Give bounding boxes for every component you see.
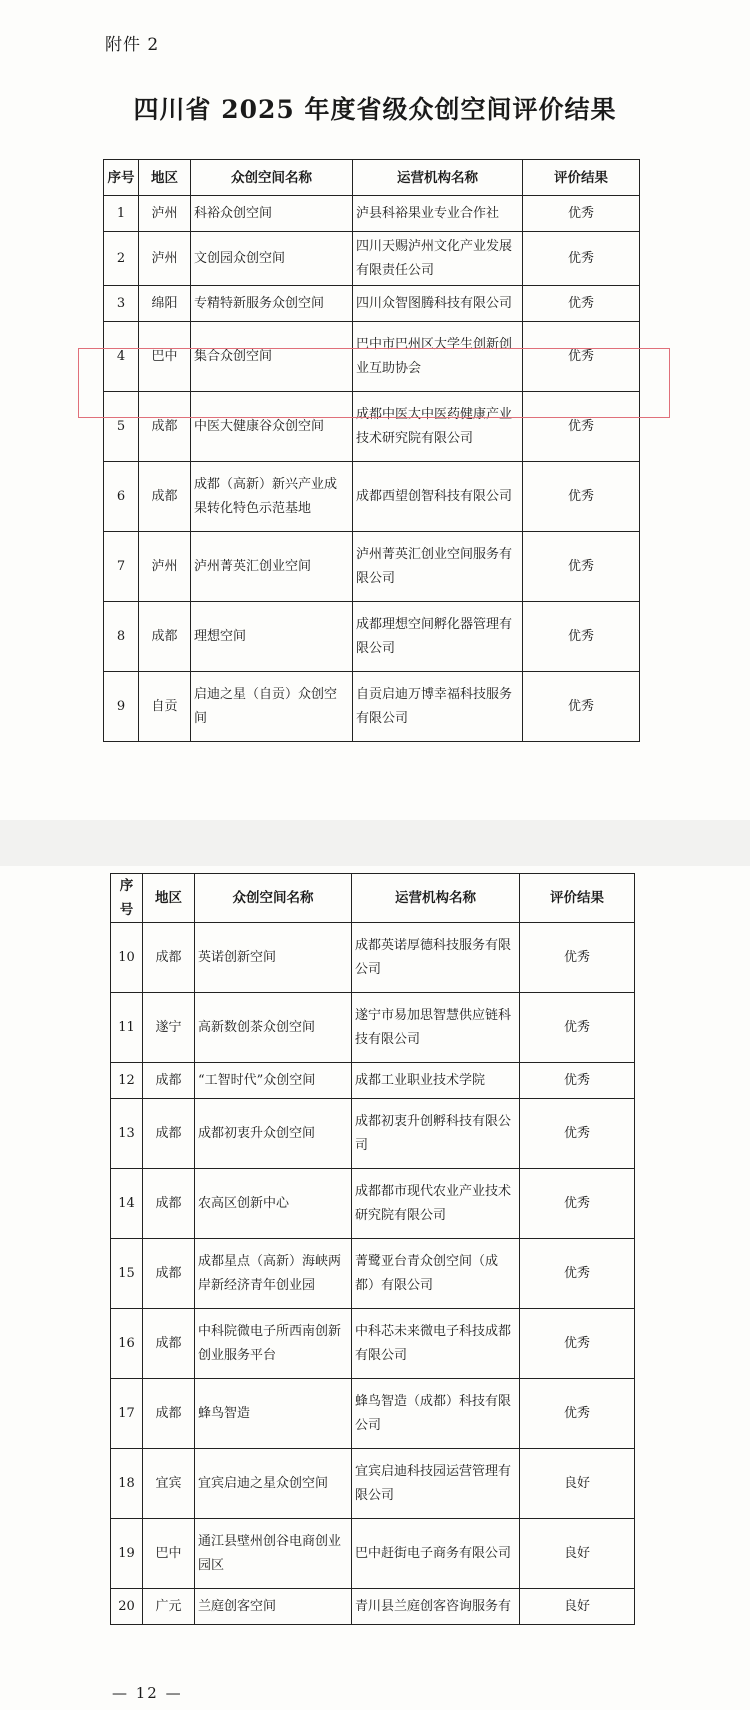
attachment-label: 附件 2 bbox=[105, 35, 160, 55]
row-operator-cell: 成都西望创智科技有限公司 bbox=[353, 462, 523, 532]
row-seq-cell: 15 bbox=[111, 1239, 143, 1309]
header-result: 评价结果 bbox=[523, 160, 640, 196]
row-operator-cell: 成都工业职业技术学院 bbox=[352, 1063, 520, 1099]
row-seq-cell: 20 bbox=[111, 1589, 143, 1625]
header-operator: 运营机构名称 bbox=[353, 160, 523, 196]
row-seq-cell: 19 bbox=[111, 1519, 143, 1589]
row-space-name-cell: 泸州菁英汇创业空间 bbox=[191, 532, 353, 602]
row-region-cell: 广元 bbox=[143, 1589, 195, 1625]
row-operator-cell: 菁鹭亚台青众创空间（成都）有限公司 bbox=[352, 1239, 520, 1309]
row-result-cell: 优秀 bbox=[520, 1239, 635, 1309]
row-region-cell: 成都 bbox=[143, 1099, 195, 1169]
row-result-cell: 优秀 bbox=[523, 232, 640, 286]
row-seq-cell: 6 bbox=[104, 462, 139, 532]
header-space-name: 众创空间名称 bbox=[195, 874, 352, 923]
row-seq-cell: 9 bbox=[104, 672, 139, 742]
row-result-cell: 优秀 bbox=[520, 923, 635, 993]
row-operator-cell: 遂宁市易加思智慧供应链科技有限公司 bbox=[352, 993, 520, 1063]
table-row bbox=[111, 1063, 635, 1099]
row-seq-cell: 1 bbox=[104, 196, 139, 232]
row-operator-cell: 青川县兰庭创客咨询服务有 bbox=[352, 1589, 520, 1625]
header-operator: 运营机构名称 bbox=[352, 874, 520, 923]
row-region-cell: 成都 bbox=[143, 923, 195, 993]
table-row bbox=[104, 532, 640, 602]
table-row bbox=[104, 232, 640, 286]
row-result-cell: 优秀 bbox=[520, 1169, 635, 1239]
row-operator-cell: 中科芯未来微电子科技成都有限公司 bbox=[352, 1309, 520, 1379]
row-space-name-cell: 宜宾启迪之星众创空间 bbox=[195, 1449, 352, 1519]
row-region-cell: 遂宁 bbox=[143, 993, 195, 1063]
table-row bbox=[111, 1099, 635, 1169]
row-result-cell: 良好 bbox=[520, 1449, 635, 1519]
row-seq-cell: 16 bbox=[111, 1309, 143, 1379]
header-result: 评价结果 bbox=[520, 874, 635, 923]
table-row bbox=[104, 462, 640, 532]
row-result-cell: 优秀 bbox=[520, 1379, 635, 1449]
row-result-cell: 优秀 bbox=[523, 322, 640, 392]
row-result-cell: 优秀 bbox=[520, 993, 635, 1063]
row-operator-cell: 宜宾启迪科技园运营管理有限公司 bbox=[352, 1449, 520, 1519]
row-operator-cell: 四川天赐泸州文化产业发展有限责任公司 bbox=[353, 232, 523, 286]
row-region-cell: 巴中 bbox=[139, 322, 191, 392]
row-seq-cell: 18 bbox=[111, 1449, 143, 1519]
row-operator-cell: 自贡启迪万博幸福科技服务有限公司 bbox=[353, 672, 523, 742]
row-operator-cell: 成都中医大中医药健康产业技术研究院有限公司 bbox=[353, 392, 523, 462]
table-header-row bbox=[111, 874, 635, 923]
row-space-name-cell: 蜂鸟智造 bbox=[195, 1379, 352, 1449]
row-operator-cell: 泸县科裕果业专业合作社 bbox=[353, 196, 523, 232]
row-region-cell: 成都 bbox=[139, 392, 191, 462]
row-result-cell: 优秀 bbox=[523, 462, 640, 532]
row-seq-cell: 2 bbox=[104, 232, 139, 286]
row-result-cell: 优秀 bbox=[523, 672, 640, 742]
row-space-name-cell: 启迪之星（自贡）众创空间 bbox=[191, 672, 353, 742]
row-operator-cell: 巴中市巴州区大学生创新创业互助协会 bbox=[353, 322, 523, 392]
row-space-name-cell: 成都星点（高新）海峡两岸新经济青年创业园 bbox=[195, 1239, 352, 1309]
header-region: 地区 bbox=[139, 160, 191, 196]
row-seq-cell: 14 bbox=[111, 1169, 143, 1239]
table-row bbox=[111, 1309, 635, 1379]
row-region-cell: 成都 bbox=[139, 462, 191, 532]
row-space-name-cell: 通江县壁州创谷电商创业园区 bbox=[195, 1519, 352, 1589]
table-row bbox=[111, 1379, 635, 1449]
row-seq-cell: 8 bbox=[104, 602, 139, 672]
row-space-name-cell: 农高区创新中心 bbox=[195, 1169, 352, 1239]
row-space-name-cell: 理想空间 bbox=[191, 602, 353, 672]
row-seq-cell: 4 bbox=[104, 322, 139, 392]
table-row bbox=[104, 672, 640, 742]
row-region-cell: 成都 bbox=[143, 1169, 195, 1239]
row-seq-cell: 17 bbox=[111, 1379, 143, 1449]
row-operator-cell: 巴中赶街电子商务有限公司 bbox=[352, 1519, 520, 1589]
row-seq-cell: 5 bbox=[104, 392, 139, 462]
row-result-cell: 优秀 bbox=[523, 196, 640, 232]
row-seq-cell: 11 bbox=[111, 993, 143, 1063]
row-region-cell: 成都 bbox=[143, 1063, 195, 1099]
row-region-cell: 成都 bbox=[143, 1309, 195, 1379]
highlight-box-row-4 bbox=[78, 348, 670, 418]
row-result-cell: 优秀 bbox=[520, 1309, 635, 1379]
table-row bbox=[104, 602, 640, 672]
table-row bbox=[104, 196, 640, 232]
row-operator-cell: 四川众智图腾科技有限公司 bbox=[353, 286, 523, 322]
page-gap bbox=[0, 820, 750, 866]
row-region-cell: 泸州 bbox=[139, 196, 191, 232]
row-space-name-cell: 中科院微电子所西南创新创业服务平台 bbox=[195, 1309, 352, 1379]
row-space-name-cell: 文创园众创空间 bbox=[191, 232, 353, 286]
table-row bbox=[104, 286, 640, 322]
row-operator-cell: 成都理想空间孵化器管理有限公司 bbox=[353, 602, 523, 672]
row-region-cell: 泸州 bbox=[139, 532, 191, 602]
table-row bbox=[111, 923, 635, 993]
row-space-name-cell: 集合众创空间 bbox=[191, 322, 353, 392]
row-operator-cell: 泸州菁英汇创业空间服务有限公司 bbox=[353, 532, 523, 602]
row-region-cell: 成都 bbox=[143, 1379, 195, 1449]
row-region-cell: 自贡 bbox=[139, 672, 191, 742]
row-space-name-cell: 中医大健康谷众创空间 bbox=[191, 392, 353, 462]
row-region-cell: 成都 bbox=[143, 1239, 195, 1309]
table-row bbox=[111, 1519, 635, 1589]
table-row bbox=[111, 1589, 635, 1625]
header-seq: 序号 bbox=[104, 160, 139, 196]
row-seq-cell: 10 bbox=[111, 923, 143, 993]
header-region: 地区 bbox=[143, 874, 195, 923]
row-result-cell: 优秀 bbox=[520, 1063, 635, 1099]
row-space-name-cell: 成都初衷升众创空间 bbox=[195, 1099, 352, 1169]
row-result-cell: 优秀 bbox=[523, 602, 640, 672]
document-title: 四川省 2025 年度省级众创空间评价结果 bbox=[133, 95, 617, 124]
row-space-name-cell: 英诺创新空间 bbox=[195, 923, 352, 993]
row-operator-cell: 蜂鸟智造（成都）科技有限公司 bbox=[352, 1379, 520, 1449]
table-row bbox=[111, 993, 635, 1063]
row-space-name-cell: 兰庭创客空间 bbox=[195, 1589, 352, 1625]
row-space-name-cell: 专精特新服务众创空间 bbox=[191, 286, 353, 322]
table-header-row bbox=[104, 160, 640, 196]
row-region-cell: 绵阳 bbox=[139, 286, 191, 322]
header-space-name: 众创空间名称 bbox=[191, 160, 353, 196]
table-row bbox=[111, 1169, 635, 1239]
row-operator-cell: 成都初衷升创孵科技有限公司 bbox=[352, 1099, 520, 1169]
row-space-name-cell: “工智时代”众创空间 bbox=[195, 1063, 352, 1099]
row-space-name-cell: 高新数创茶众创空间 bbox=[195, 993, 352, 1063]
results-table-page-12 bbox=[110, 873, 635, 1625]
page-number-12: — 12 — bbox=[112, 1684, 183, 1702]
row-region-cell: 泸州 bbox=[139, 232, 191, 286]
table-row bbox=[111, 1239, 635, 1309]
row-result-cell: 良好 bbox=[520, 1589, 635, 1625]
row-operator-cell: 成都英诺厚德科技服务有限公司 bbox=[352, 923, 520, 993]
header-seq: 序号 bbox=[111, 874, 143, 923]
row-result-cell: 优秀 bbox=[520, 1099, 635, 1169]
row-result-cell: 优秀 bbox=[523, 286, 640, 322]
row-seq-cell: 7 bbox=[104, 532, 139, 602]
row-result-cell: 优秀 bbox=[523, 532, 640, 602]
row-region-cell: 巴中 bbox=[143, 1519, 195, 1589]
row-space-name-cell: 成都（高新）新兴产业成果转化特色示范基地 bbox=[191, 462, 353, 532]
table-row bbox=[111, 1449, 635, 1519]
row-seq-cell: 12 bbox=[111, 1063, 143, 1099]
row-region-cell: 成都 bbox=[139, 602, 191, 672]
row-seq-cell: 13 bbox=[111, 1099, 143, 1169]
row-operator-cell: 成都都市现代农业产业技术研究院有限公司 bbox=[352, 1169, 520, 1239]
row-space-name-cell: 科裕众创空间 bbox=[191, 196, 353, 232]
row-seq-cell: 3 bbox=[104, 286, 139, 322]
row-result-cell: 良好 bbox=[520, 1519, 635, 1589]
row-result-cell: 优秀 bbox=[523, 392, 640, 462]
row-region-cell: 宜宾 bbox=[143, 1449, 195, 1519]
results-table-page-11 bbox=[103, 159, 640, 742]
